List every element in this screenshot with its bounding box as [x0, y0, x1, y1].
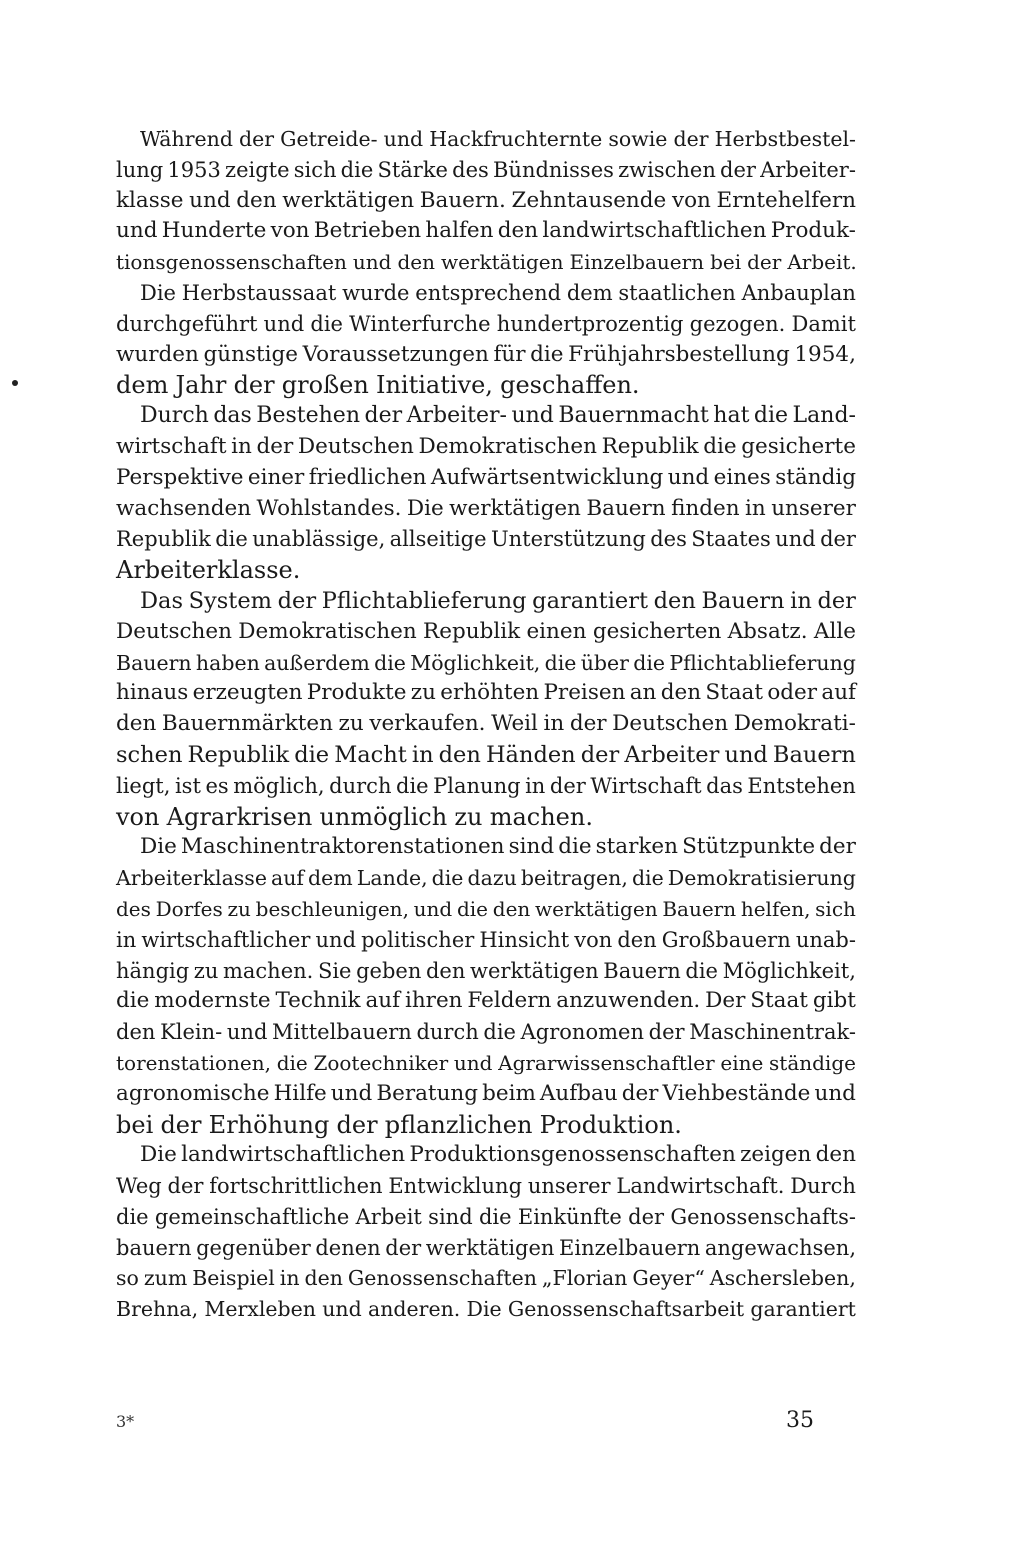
text-line: Republik die unablässige, allseitige Unterstützung des Staates und der: [116, 527, 856, 552]
text-line: in wirtschaftlicher und politischer Hinsicht von den Großbauern unab-: [116, 927, 856, 952]
text-line: Arbeiterklasse auf dem Lande, die dazu beitragen, die Demokratisierung: [116, 866, 856, 891]
text-line: klasse und den werktätigen Bauern. Zehntausende von Erntehelfern: [116, 187, 856, 213]
text-line: des Dorfes zu beschleunigen, und die den werktätigen Bauern helfen, sich: [116, 896, 856, 921]
paragraph: [116, 586, 856, 832]
text-line: den Bauernmärkten zu verkaufen. Weil in der Deutschen Demokrati-: [116, 711, 856, 737]
text-line: wirtschaft in der Deutschen Demokratischen Republik die gesicherte: [116, 433, 856, 459]
text-line: wurden günstige Voraussetzungen für die Frühjahrsbestellung 1954,: [116, 341, 856, 367]
signature-mark: 3*: [116, 1412, 135, 1431]
text-line: Brehna, Merxleben und anderen. Die Genossenschaftsarbeit garantiert: [116, 1297, 856, 1322]
paragraph: [116, 1140, 856, 1325]
text-line: tionsgenossenschaften und den werktätigen Einzelbauern bei der Arbeit.: [116, 250, 857, 275]
text-line: torenstationen, die Zootechniker und Agrarwissenschaftler eine ständige: [116, 1050, 856, 1075]
text-line: den Klein- und Mittelbauern durch die Agronomen der Maschinentrak-: [116, 1020, 856, 1045]
paragraph: [116, 278, 856, 401]
page-number: 35: [786, 1408, 814, 1433]
text-line: durchgeführt und die Winterfurche hundertprozentig gezogen. Damit: [116, 311, 856, 336]
text-line: agronomische Hilfe und Beratung beim Aufbau der Viehbestände und: [116, 1080, 856, 1106]
text-line: Während der Getreide- und Hackfruchternte sowie der Herbstbestel-: [140, 127, 856, 151]
text-line: so zum Beispiel in den Genossenschaften „Florian Geyer“ Aschersleben,: [116, 1266, 856, 1291]
text-line: bauern gegenüber denen der werktätigen Einzelbauern angewachsen,: [116, 1235, 856, 1260]
paragraph: [116, 832, 856, 1140]
text-line: Durch das Bestehen der Arbeiter- und Bauernmacht hat die Land-: [140, 403, 856, 429]
text-line: die gemeinschaftliche Arbeit sind die Einkünfte der Genossenschafts-: [116, 1204, 856, 1229]
text-line: lung 1953 zeigte sich die Stärke des Bündnisses zwischen der Arbeiter-: [116, 157, 856, 182]
text-line: liegt, ist es möglich, durch die Planung in der Wirtschaft das Entstehen: [116, 773, 856, 798]
paragraph: [116, 401, 856, 586]
text-line: hängig zu machen. Sie geben den werktätigen Bauern die Möglichkeit,: [116, 958, 856, 983]
text-line: wachsenden Wohlstandes. Die werktätigen Bauern finden in unserer: [116, 495, 856, 521]
text-line: Die Maschinentraktorenstationen sind die starken Stützpunkte der: [140, 834, 856, 860]
body-text: [116, 124, 856, 1325]
text-line: und Hunderte von Betrieben halfen den landwirtschaftlichen Produk-: [116, 218, 856, 244]
text-line: Das System der Pflichtablieferung garantiert den Bauern in der: [140, 587, 856, 614]
text-line: Deutschen Demokratischen Republik einen gesicherten Absatz. Alle: [116, 618, 856, 644]
print-speck: [12, 380, 18, 386]
text-line: Die landwirtschaftlichen Produktionsgenossenschaften zeigen den: [140, 1142, 856, 1168]
text-line: die modernste Technik auf ihren Feldern anzuwenden. Der Staat gibt: [116, 988, 856, 1014]
text-line: hinaus erzeugten Produkte zu erhöhten Preisen an den Staat oder auf: [116, 680, 856, 706]
text-line: Weg der fortschrittlichen Entwicklung unserer Landwirtschaft. Durch: [116, 1174, 856, 1199]
text-line: Perspektive einer friedlichen Aufwärtsentwicklung und eines ständig: [116, 464, 856, 490]
text-line: Die Herbstaussaat wurde entsprechend dem staatlichen Anbauplan: [140, 280, 856, 305]
text-line: schen Republik die Macht in den Händen der Arbeiter und Bauern: [116, 741, 856, 768]
text-line: Arbeiterklasse.: [116, 556, 301, 585]
text-line: bei der Erhöhung der pflanzlichen Produktion.: [116, 1110, 682, 1139]
text-line: dem Jahr der großen Initiative, geschaffen.: [116, 371, 640, 400]
paragraph: [116, 124, 856, 278]
text-line: Bauern haben außerdem die Möglichkeit, die über die Pflichtablieferung: [116, 650, 856, 675]
page-footer: [116, 1408, 814, 1442]
text-line: von Agrarkrisen unmöglich zu machen.: [116, 802, 593, 831]
